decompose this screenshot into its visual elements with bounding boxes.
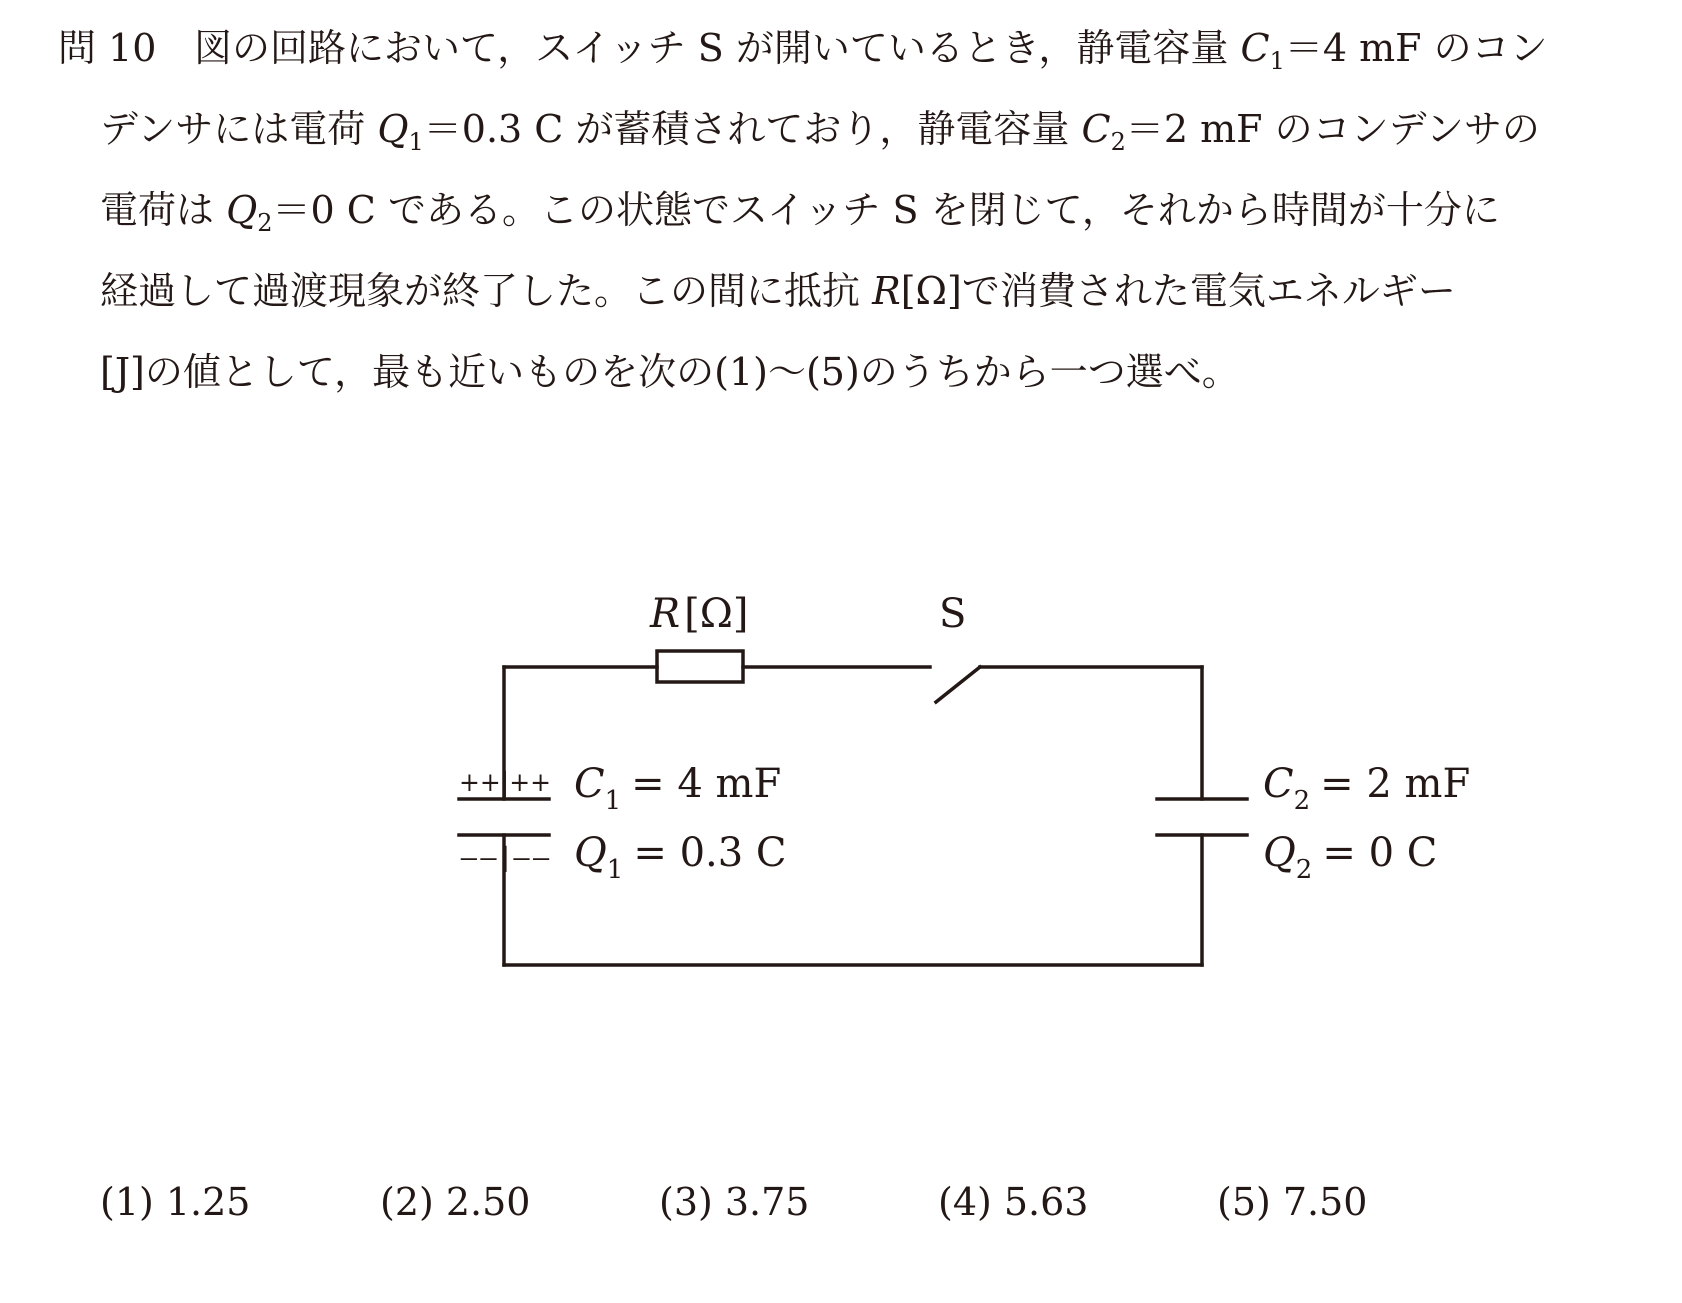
switch-label: S	[939, 591, 967, 637]
resistor	[657, 651, 743, 682]
c1-plus-charges: ++|++	[459, 768, 551, 798]
c1-minus-charges: ––|––	[459, 843, 551, 873]
question-line-3: 電荷は $Q_2=0$ C である。この状態でスイッチ S を閉じて，それから時間が十分に	[100, 188, 1500, 237]
q2-label: $Q_2 = 0$ C	[1263, 830, 1438, 885]
choice-5[interactable]: (5) 7.50	[1217, 1180, 1368, 1224]
answer-choices	[0, 1180, 1682, 1230]
choice-2[interactable]: (2) 2.50	[380, 1180, 531, 1224]
choice-3[interactable]: (3) 3.75	[659, 1180, 810, 1224]
question-line-4: 経過して過渡現象が終了した。この間に抵抗 R[Ω]で消費された電気エネルギー	[100, 269, 1456, 313]
q1-label: $Q_1 = 0.3$ C	[574, 830, 787, 885]
question-line-5: [J]の値として，最も近いものを次の(1)～(5)のうちから一つ選べ。	[100, 350, 1240, 394]
choice-1[interactable]: (1) 1.25	[100, 1180, 251, 1224]
c2-label: $C_2 = 2$ mF	[1263, 761, 1471, 816]
question-line-2: デンサには電荷 $Q_1=0.3$ C が蓄積されており，静電容量 $C_2=2$ mF のコンデンサの	[100, 107, 1540, 156]
c1-label: $C_1 = 4$ mF	[574, 761, 782, 816]
question-number: 問 10	[58, 26, 157, 70]
choice-4[interactable]: (4) 5.63	[938, 1180, 1089, 1224]
question-line-1: 問 10 図の回路において，スイッチ S が開いているとき，静電容量 $C_1=4$ mF のコン	[58, 26, 1548, 75]
resistor-label: R [Ω]	[650, 591, 749, 637]
switch-blade	[936, 667, 980, 702]
